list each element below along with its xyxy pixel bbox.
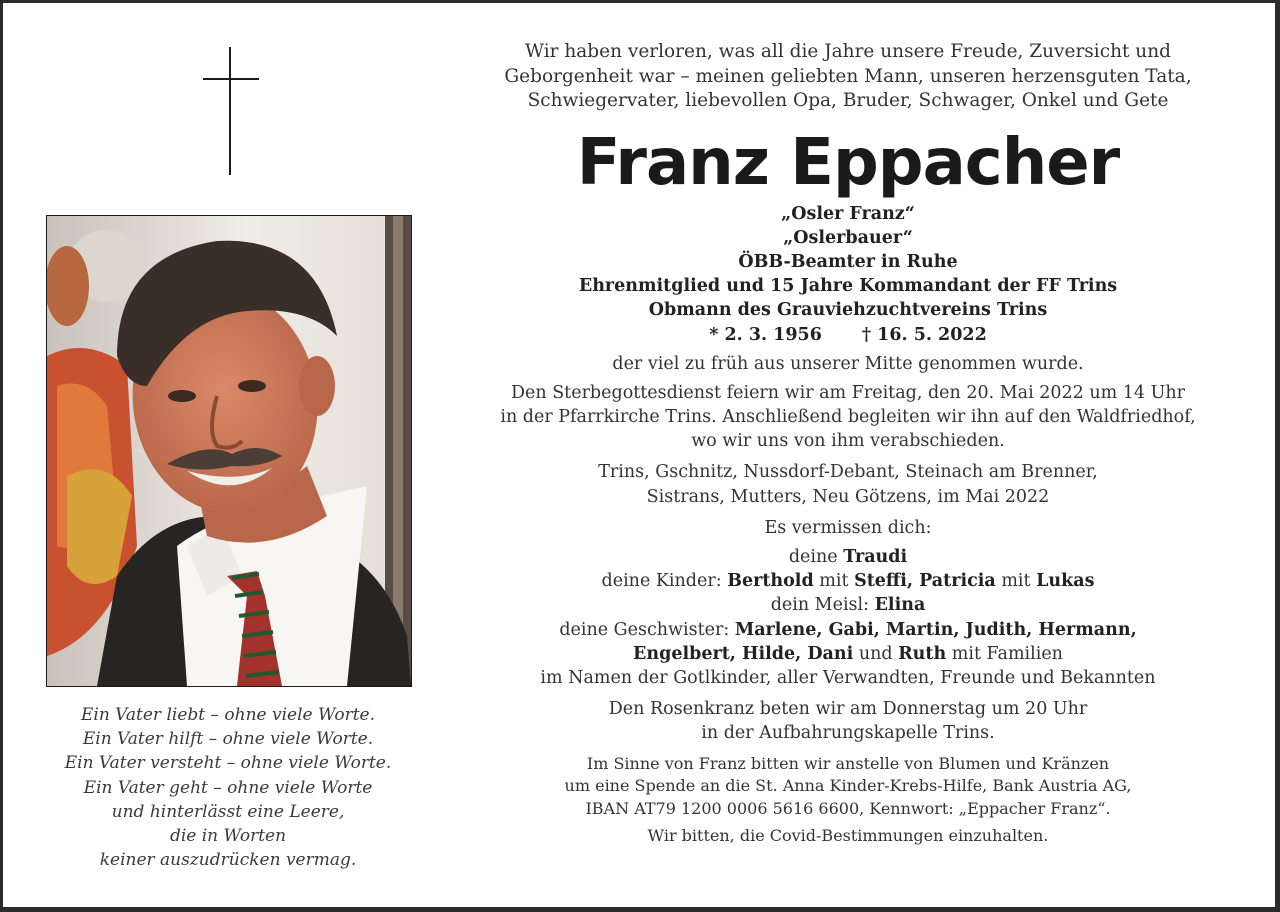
donation-line: IBAN AT79 1200 0006 5616 6600, Kennwort: „Eppacher Franz“. xyxy=(585,798,1111,818)
family-label: mit Familien xyxy=(946,643,1063,664)
intro-text xyxy=(453,40,1243,114)
titles xyxy=(453,202,1243,323)
nickname: „Osler Franz“ xyxy=(781,203,915,224)
family-wife xyxy=(453,545,1243,569)
death-date: † 16. 5. 2022 xyxy=(861,324,987,345)
donation-info xyxy=(453,753,1243,821)
family-member: Engelbert, Hilde, Dani xyxy=(633,643,854,664)
family-meisl xyxy=(453,593,1243,617)
donation-line: um eine Spende an die St. Anna Kinder-Krebs-Hilfe, Bank Austria AG, xyxy=(564,776,1132,796)
poem-line: keiner auszudrücken vermag. xyxy=(99,850,357,871)
family-member: Marlene, Gabi, Martin, Judith, Hermann, xyxy=(734,619,1137,640)
intro-line: Geborgenheit war – meinen geliebten Mann, unseren herzensguten Tata, xyxy=(504,65,1192,87)
portrait-photo xyxy=(46,215,412,687)
family-others: im Namen der Gotlkinder, aller Verwandten, Freunde und Bekannten xyxy=(540,667,1156,688)
places-line: Sistrans, Mutters, Neu Götzens, im Mai 2022 xyxy=(646,486,1050,507)
family-label: deine Kinder: xyxy=(601,571,728,592)
birth-date: * 2. 3. 1956 xyxy=(709,324,822,345)
funeral-line: wo wir uns von ihm verabschieden. xyxy=(691,431,1005,452)
club-role: Obmann des Grauviehzuchtvereins Trins xyxy=(648,300,1048,321)
obituary-card xyxy=(3,3,1275,907)
funeral-line: in der Pfarrkirche Trins. Anschließend begleiten wir ihn auf den Waldfriedhof, xyxy=(500,406,1196,427)
poem-line: Ein Vater hilft – ohne viele Worte. xyxy=(82,729,374,750)
farm-name: „Oslerbauer“ xyxy=(783,227,913,248)
deceased-name: Franz Eppacher xyxy=(576,125,1120,200)
family-kids xyxy=(453,569,1243,593)
poem-line: die in Worten xyxy=(169,826,287,847)
family-member: Lukas xyxy=(1036,571,1095,592)
funeral-info xyxy=(453,381,1243,454)
places-line: Trins, Gschnitz, Nussdorf-Debant, Steinach am Brenner, xyxy=(598,462,1098,483)
funeral-line: Den Sterbegottesdienst feiern wir am Freitag, den 20. Mai 2022 um 14 Uhr xyxy=(510,382,1186,403)
miss-intro: Es vermissen dich: xyxy=(764,517,932,538)
family-siblings-2 xyxy=(453,642,1243,666)
poem-line: Ein Vater versteht – ohne viele Worte. xyxy=(64,753,392,774)
family-label: mit xyxy=(995,571,1037,592)
rosary-info xyxy=(453,697,1243,745)
family-member: Berthold xyxy=(727,571,814,592)
family-label: und xyxy=(853,643,899,664)
family-label: dein Meisl: xyxy=(770,595,875,616)
family-member: Traudi xyxy=(843,546,908,567)
honorary-role: Ehrenmitglied und 15 Jahre Kommandant der FF Trins xyxy=(578,276,1118,297)
life-dates xyxy=(453,323,1243,347)
family-member: Elina xyxy=(874,595,926,616)
intro-line: Schwiegervater, liebevollen Opa, Bruder, Schwager, Onkel und Gete xyxy=(527,90,1169,111)
family-label: deine xyxy=(788,546,844,567)
poem-line: Ein Vater liebt – ohne viele Worte. xyxy=(80,705,375,725)
family-label: deine Geschwister: xyxy=(559,619,735,640)
donation-line: Im Sinne von Franz bitten wir anstelle von Blumen und Kränzen xyxy=(586,753,1110,773)
rosary-line: in der Aufbahrungskapelle Trins. xyxy=(701,723,995,744)
family-member: Ruth xyxy=(898,643,947,664)
covid-note: Wir bitten, die Covid-Bestimmungen einzuhalten. xyxy=(647,826,1049,846)
family-siblings xyxy=(453,618,1243,642)
family-label: mit xyxy=(813,571,855,592)
intro-line: Wir haben verloren, was all die Jahre unsere Freude, Zuversicht und xyxy=(525,41,1171,62)
poem-line: und hinterlässt eine Leere, xyxy=(111,801,345,822)
rosary-line: Den Rosenkranz beten wir am Donnerstag um 20 Uhr xyxy=(608,699,1088,720)
departed-text: der viel zu früh aus unserer Mitte genommen wurde. xyxy=(612,353,1084,374)
poem xyxy=(23,703,433,872)
family-list xyxy=(453,545,1243,690)
places-info xyxy=(453,460,1243,508)
main-text xyxy=(453,40,1243,848)
poem-line: Ein Vater geht – ohne viele Worte xyxy=(83,777,373,798)
family-member: Steffi, Patricia xyxy=(854,571,996,592)
cross-icon xyxy=(203,47,259,177)
occupation: ÖBB-Beamter in Ruhe xyxy=(738,251,958,272)
